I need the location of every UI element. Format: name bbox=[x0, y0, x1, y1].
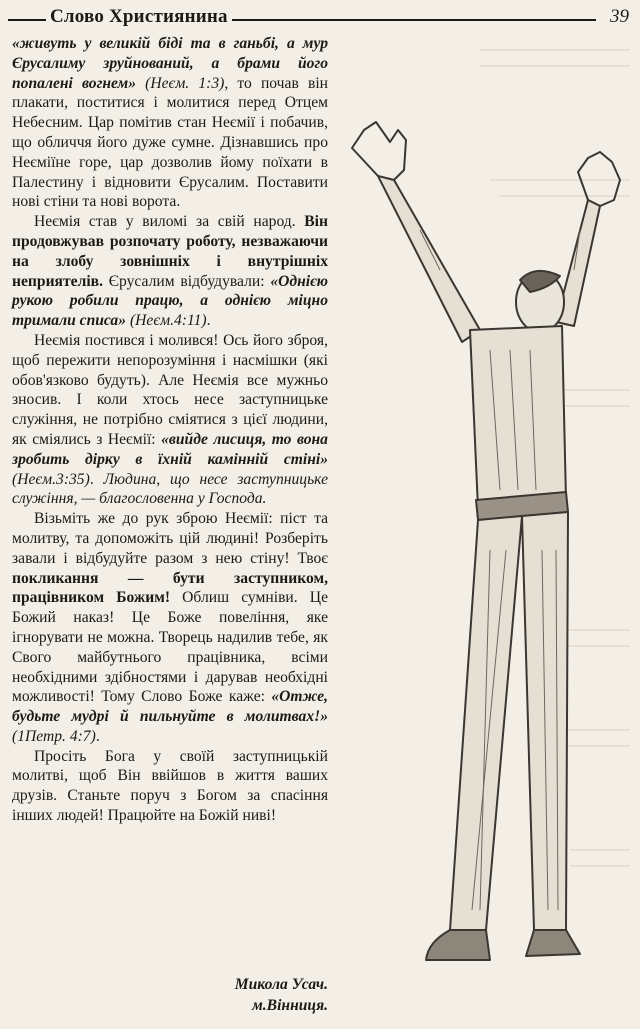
text: . bbox=[206, 312, 211, 330]
scripture-reference: (Неєм.4:11) bbox=[129, 312, 207, 330]
quote: «живуть у великій біді та в ганьбі, а мур Єрусалиму зруйнований, а брами його попалені вогнем» bbox=[12, 35, 328, 92]
quote: «Однією рукою робили працю, а однією міцно тримали списа» bbox=[12, 272, 328, 330]
paragraph-2 bbox=[12, 212, 328, 331]
quote: «Отже, будьте мудрі й пильнуйте в молитвах!» bbox=[12, 688, 328, 726]
right-hand bbox=[578, 152, 620, 206]
signature-block bbox=[12, 974, 328, 1016]
author-name: Микола Усач. bbox=[234, 976, 328, 993]
text: Візьміть же до рук зброю Неємії: піст та молитву, та допоможіть цій людині! Розберіть завали і відбудуйте разом з нею стіну! Твоє bbox=[12, 510, 328, 567]
paragraph-5 bbox=[12, 747, 328, 826]
bold-text: Він продовжував розпочату роботу, незважаючи на злобу зовнішніх і внутрішніх неприятелів. bbox=[12, 213, 328, 290]
bold-text: покликання — бути заступником, працівником Божим! bbox=[12, 569, 328, 607]
text: Просіть Бога у своїй заступницькій молитві, щоб Він ввійшов в життя ваших друзів. Станьте поруч з Богом за спасіння інших людей! Працюйте на Божій ниві! bbox=[12, 747, 328, 825]
author-city: м.Вінниця. bbox=[252, 997, 328, 1014]
text: . bbox=[89, 470, 104, 488]
right-shoe bbox=[526, 930, 580, 956]
paragraph-1 bbox=[12, 34, 328, 212]
praying-man-illustration bbox=[330, 30, 636, 1025]
header-rule-right bbox=[218, 19, 596, 21]
magazine-title: Слово Християнина bbox=[46, 6, 232, 28]
header-rule-left bbox=[8, 19, 48, 21]
paragraph-3 bbox=[12, 331, 328, 509]
quote: «вийде лисиця, то вона зробить дірку в їхній камінній стіні» bbox=[12, 430, 328, 468]
left-arm bbox=[378, 176, 480, 342]
text: Єрусалим відбудували: bbox=[102, 272, 271, 290]
text: , то почав він плакати, поститися і молитися перед Отцем Небесним. Цар помітив стан Неємії і побачив, що обличчя його дуже сумне. Дізнавшись про Неєміїне горе, цар дозволив йому поїхати в Палестину і відновити Єрусалим. Поставити нові стіни та нові ворота. bbox=[12, 74, 328, 211]
paragraph-4 bbox=[12, 509, 328, 747]
scripture-reference: (1Петр. 4:7) bbox=[12, 727, 96, 745]
text: Неємія постився і молився! Ось його зброя, щоб пережити непорозуміння і насмішки (які обов'язково будуть). Але Неємія все мужньо зносив. І коли хтось несе заступницьке служіння, не потрібно сміятися з цієї людини, як сміялись з Неємії: bbox=[12, 331, 328, 448]
left-leg bbox=[450, 516, 522, 930]
text: Неємія став у виломі за свій народ. bbox=[34, 213, 305, 231]
scripture-reference: (Неєм.3:35) bbox=[12, 470, 90, 488]
left-shoe bbox=[426, 930, 490, 960]
text: . bbox=[95, 727, 100, 745]
text: Облиш сумніви. Це Божий наказ! Це Боже повеління, яке ігнорувати не можна. Творець надилив тебе, як Свого майбутнього працівника, всіми необхідними здібностями і дарував необхідні можливості! Тому Слово Боже каже: bbox=[12, 589, 328, 706]
italic-text: Людина, що несе заступницьке служіння, — благословенна у Господа. bbox=[12, 470, 328, 508]
page-number: 39 bbox=[607, 6, 632, 28]
scripture-reference: (Неєм. 1:3) bbox=[145, 74, 225, 92]
article-body bbox=[12, 34, 328, 826]
left-hand bbox=[352, 122, 406, 180]
page-header bbox=[8, 6, 632, 32]
torso bbox=[470, 326, 566, 508]
